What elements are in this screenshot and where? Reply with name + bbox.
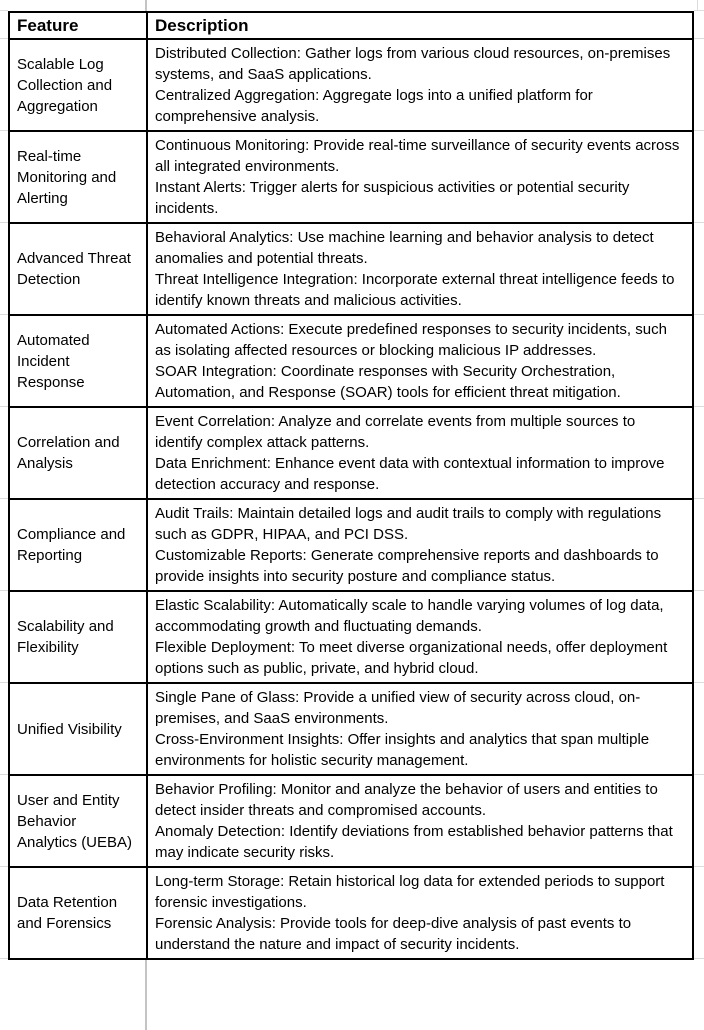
table-body <box>9 39 693 959</box>
table-gridline-extension <box>0 682 8 683</box>
description-item: Centralized Aggregation: Aggregate logs into a unified platform for comprehensive analysis. <box>155 87 593 125</box>
table-gridline-extension <box>0 10 8 11</box>
table-gridline-extension <box>0 590 8 591</box>
table-gridline-extension <box>0 774 8 775</box>
table-gridline-extension <box>0 498 8 499</box>
table-row <box>9 131 693 223</box>
feature-cell: Correlation and Analysis <box>9 407 147 499</box>
table-row <box>9 775 693 867</box>
feature-cell: Automated Incident Response <box>9 315 147 407</box>
table-row <box>9 591 693 683</box>
description-item: Forensic Analysis: Provide tools for deep-dive analysis of past events to understand the nature and impact of security incidents. <box>155 915 632 953</box>
description-cell <box>147 131 693 223</box>
description-cell <box>147 683 693 775</box>
feature-cell: User and Entity Behavior Analytics (UEBA) <box>9 775 147 867</box>
table-row <box>9 223 693 315</box>
description-item: Distributed Collection: Gather logs from various cloud resources, on-premises systems, and SaaS applications. <box>155 45 671 83</box>
table-gridline-extension <box>145 0 147 11</box>
description-item: Behavioral Analytics: Use machine learning and behavior analysis to detect anomalies and potential threats. <box>155 229 654 267</box>
description-item: Elastic Scalability: Automatically scale to handle varying volumes of log data, accommodating growth and fluctuating demands. <box>155 597 664 635</box>
feature-column-header: Feature <box>9 12 147 39</box>
feature-cell: Scalability and Flexibility <box>9 591 147 683</box>
feature-cell: Advanced Threat Detection <box>9 223 147 315</box>
description-item: Instant Alerts: Trigger alerts for suspicious activities or potential security incidents. <box>155 179 630 217</box>
table-gridline-extension <box>694 498 704 499</box>
table-gridline-extension <box>694 958 704 959</box>
table-gridline-extension <box>694 10 704 11</box>
description-item: Audit Trails: Maintain detailed logs and audit trails to comply with regulations such as GDPR, HIPAA, and PCI DSS. <box>155 505 662 543</box>
description-item: Anomaly Detection: Identify deviations from established behavior patterns that may indicate security risks. <box>155 823 673 861</box>
table-gridline-extension <box>694 682 704 683</box>
description-item: Customizable Reports: Generate comprehensive reports and dashboards to provide insights into security posture and compliance status. <box>155 547 659 585</box>
description-item: Flexible Deployment: To meet diverse organizational needs, offer deployment options such as public, private, and hybrid cloud. <box>155 639 668 677</box>
description-cell <box>147 775 693 867</box>
description-item: Threat Intelligence Integration: Incorporate external threat intelligence feeds to identify known threats and malicious activities. <box>155 271 675 309</box>
feature-cell: Data Retention and Forensics <box>9 867 147 959</box>
table-gridline-extension <box>694 590 704 591</box>
table-gridline-extension <box>694 406 704 407</box>
table-gridline-extension <box>0 866 8 867</box>
description-cell <box>147 223 693 315</box>
description-item: Data Enrichment: Enhance event data with contextual information to improve detection accuracy and response. <box>155 455 665 493</box>
table-gridline-extension <box>0 958 8 959</box>
table-gridline-extension <box>0 38 8 39</box>
description-cell <box>147 867 693 959</box>
description-cell <box>147 499 693 591</box>
feature-cell: Unified Visibility <box>9 683 147 775</box>
description-cell <box>147 407 693 499</box>
table-gridline-extension <box>0 406 8 407</box>
feature-cell: Scalable Log Collection and Aggregation <box>9 39 147 131</box>
description-column-header: Description <box>147 12 693 39</box>
table-row <box>9 315 693 407</box>
description-item: Long-term Storage: Retain historical log data for extended periods to support forensic investigations. <box>155 873 665 911</box>
description-item: Continuous Monitoring: Provide real-time surveillance of security events across all integrated environments. <box>155 137 680 175</box>
description-cell <box>147 39 693 131</box>
table-gridline-extension <box>697 0 698 11</box>
description-item: Automated Actions: Execute predefined responses to security incidents, such as isolating affected resources or blocking malicious IP addresses. <box>155 321 667 359</box>
description-item: Single Pane of Glass: Provide a unified view of security across cloud, on-premises, and SaaS environments. <box>155 689 641 727</box>
table-row <box>9 499 693 591</box>
table-gridline-extension <box>694 222 704 223</box>
table-gridline-extension <box>694 866 704 867</box>
table-row <box>9 867 693 959</box>
description-item: Cross-Environment Insights: Offer insights and analytics that span multiple environments for holistic security management. <box>155 731 650 769</box>
description-cell <box>147 315 693 407</box>
table-gridline-extension <box>694 130 704 131</box>
table-row <box>9 407 693 499</box>
table-gridline-extension <box>694 38 704 39</box>
description-item: Event Correlation: Analyze and correlate events from multiple sources to identify complex attack patterns. <box>155 413 636 451</box>
feature-description-table <box>8 11 694 960</box>
description-item: Behavior Profiling: Monitor and analyze the behavior of users and entities to detect insider threats and compromised accounts. <box>155 781 658 819</box>
table-row <box>9 39 693 131</box>
table-row <box>9 683 693 775</box>
table-header-row <box>9 12 693 39</box>
table-gridline-extension <box>694 774 704 775</box>
feature-cell: Compliance and Reporting <box>9 499 147 591</box>
description-item: SOAR Integration: Coordinate responses with Security Orchestration, Automation, and Response (SOAR) tools for efficient threat mitigation. <box>155 363 621 401</box>
table-gridline-extension <box>145 960 147 1030</box>
table-gridline-extension <box>694 314 704 315</box>
description-cell <box>147 591 693 683</box>
table-gridline-extension <box>0 314 8 315</box>
table-gridline-extension <box>0 130 8 131</box>
table-gridline-extension <box>0 222 8 223</box>
feature-cell: Real-time Monitoring and Alerting <box>9 131 147 223</box>
